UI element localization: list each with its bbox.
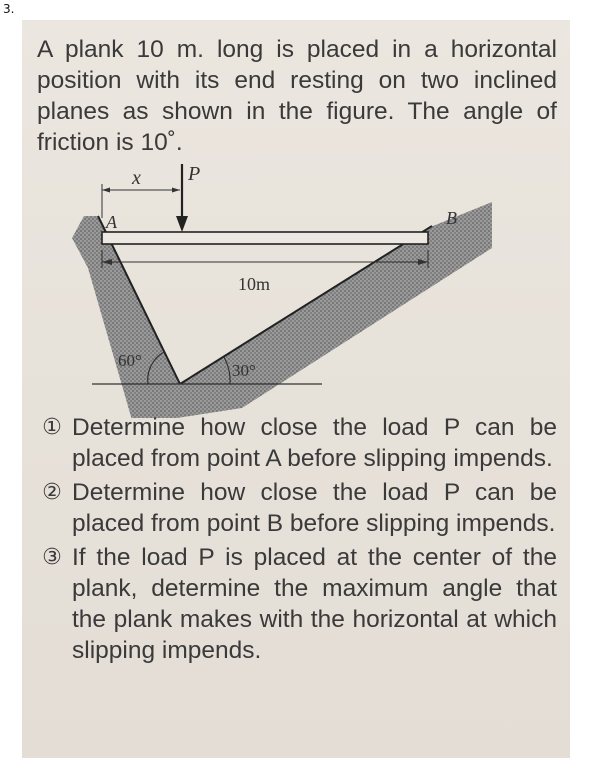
- x-label: x: [132, 167, 141, 189]
- question-marker: ①: [42, 415, 62, 440]
- left-incline-ground: [72, 216, 180, 418]
- question-text: If the load P is placed at the center of the plank, determine the maximum angle that the plank makes with the horizontal at which slipping impends.: [72, 544, 557, 664]
- question-text: Determine how close the load P can be placed from point A before slipping impends.: [72, 414, 557, 472]
- list-item: [32, 542, 557, 666]
- load-arrow-head: [176, 216, 188, 232]
- question-text: Determine how close the load P can be placed from point B before slipping impends.: [72, 479, 557, 537]
- plank-figure: [72, 158, 492, 418]
- left-angle-label: 60°: [118, 351, 142, 370]
- a-label: A: [106, 212, 117, 232]
- question-number: 3.: [3, 2, 15, 16]
- problem-statement: A plank 10 m. long is placed in a horizontal position with its end resting on two inclined planes as shown in the figure. The angle of friction is 10˚.: [37, 36, 557, 156]
- question-list: [32, 412, 557, 669]
- textbook-photo: [22, 20, 570, 758]
- b-label: B: [446, 208, 457, 228]
- length-label: 10m: [238, 274, 271, 294]
- question-marker: ③: [42, 545, 62, 570]
- plank: [102, 232, 428, 244]
- list-item: [32, 477, 557, 539]
- right-angle-label: 30°: [232, 361, 256, 380]
- list-item: [32, 412, 557, 474]
- p-label: P: [188, 163, 201, 185]
- question-marker: ②: [42, 480, 62, 505]
